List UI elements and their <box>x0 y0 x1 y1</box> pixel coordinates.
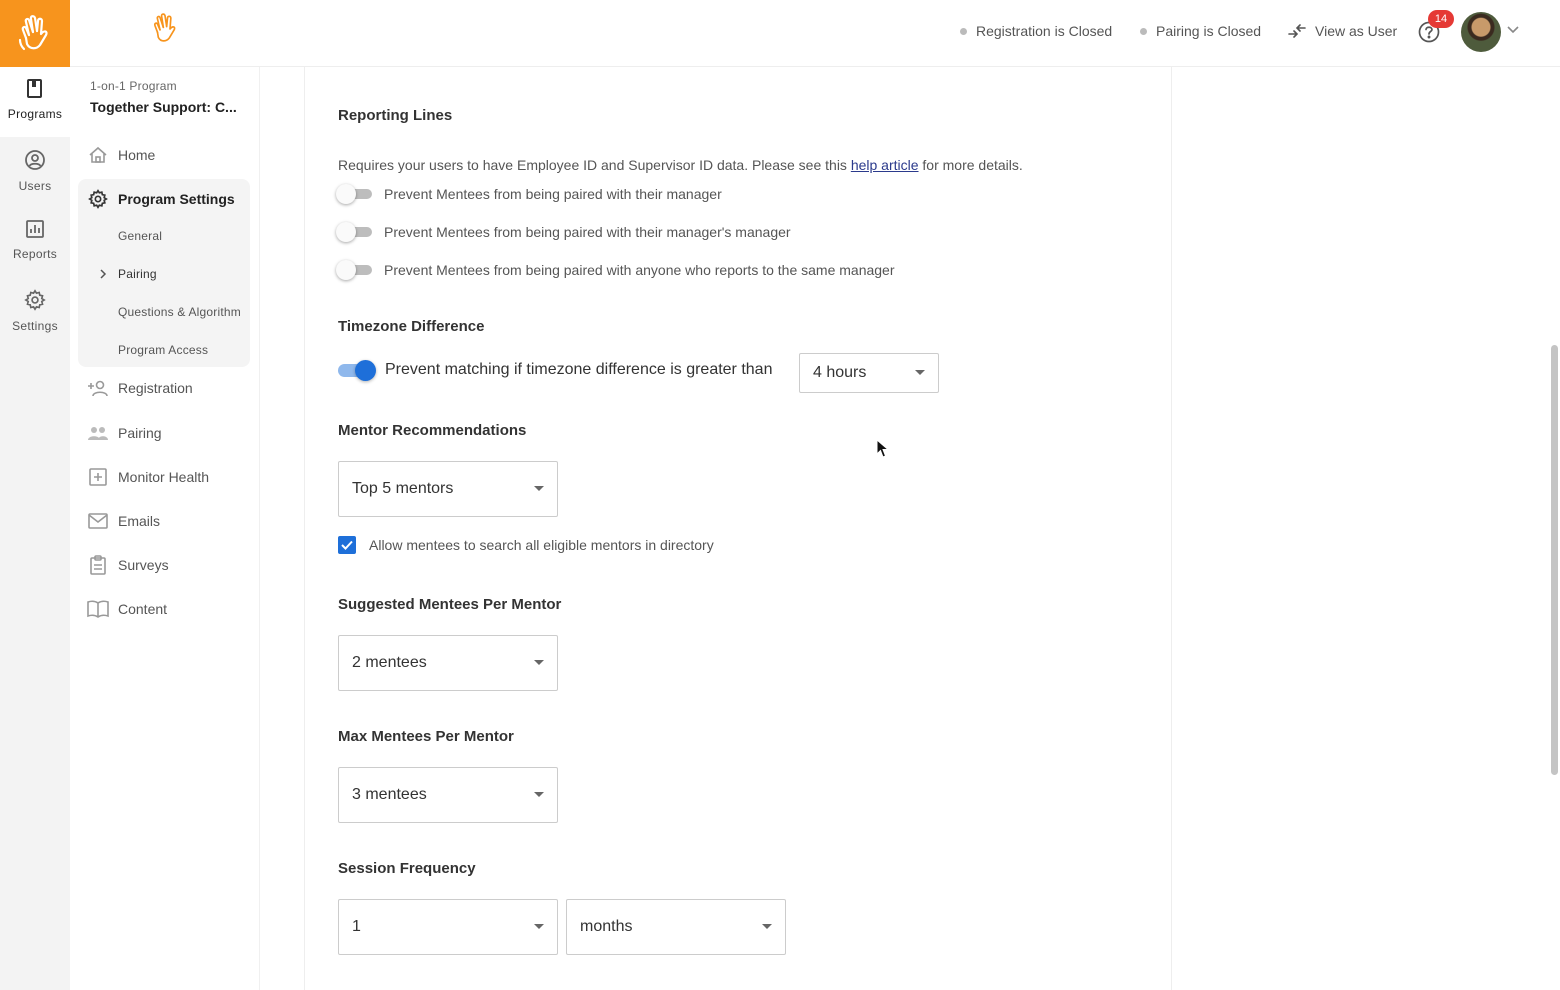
open-book-icon <box>87 598 109 620</box>
waving-hand-icon <box>150 12 180 46</box>
timezone-toggle-row <box>338 360 772 380</box>
toggle-switch[interactable] <box>338 225 372 239</box>
mouse-cursor-icon <box>876 439 890 459</box>
medical-plus-icon <box>87 466 109 488</box>
gear-icon <box>87 188 109 210</box>
status-dot <box>1140 28 1147 35</box>
caret-down-icon <box>762 924 772 929</box>
view-as-user-label: View as User <box>1315 23 1398 39</box>
chevron-right-icon[interactable] <box>100 269 107 279</box>
section-title-reporting-lines: Reporting Lines <box>338 107 453 124</box>
toggle-switch[interactable] <box>338 187 372 201</box>
rail-item-users[interactable] <box>0 137 70 207</box>
sidebar-item-label: Home <box>118 147 156 163</box>
sidebar-item-home[interactable] <box>78 135 250 175</box>
sidebar-item-surveys[interactable] <box>78 545 250 585</box>
caret-down-icon <box>534 486 544 491</box>
session-frequency-count-select[interactable] <box>338 899 558 955</box>
toggle-row-managers-manager <box>338 224 791 240</box>
content-gutter <box>260 67 305 990</box>
top-header <box>70 0 1560 67</box>
pairing-status-text: Pairing is Closed <box>1156 23 1262 39</box>
sidebar-subitem-general[interactable]: General <box>118 229 163 243</box>
sidebar-item-label: Program Settings <box>118 191 235 207</box>
registration-status <box>960 23 1112 39</box>
caret-down-icon <box>534 924 544 929</box>
toggle-row-manager <box>338 186 722 202</box>
search-directory-checkbox[interactable] <box>338 536 356 554</box>
rail-item-label: Programs <box>7 107 63 121</box>
clipboard-icon <box>87 554 109 576</box>
session-frequency-unit-select[interactable] <box>566 899 786 955</box>
mentor-recommendations-select[interactable] <box>338 461 558 517</box>
pairing-settings-panel <box>306 67 1172 990</box>
caret-down-icon <box>534 660 544 665</box>
sidebar-item-registration[interactable] <box>78 368 250 408</box>
select-value: Top 5 mentors <box>352 480 454 497</box>
section-title-session-frequency: Session Frequency <box>338 860 476 877</box>
timezone-hours-select[interactable] <box>799 353 939 393</box>
add-user-icon <box>87 377 109 399</box>
user-circle-icon <box>24 149 46 171</box>
rail-item-label: Reports <box>12 247 58 261</box>
rail-item-settings[interactable] <box>0 277 70 347</box>
book-icon <box>26 79 44 99</box>
description-text: Requires your users to have Employee ID and Supervisor ID data. Please see this <box>338 157 851 173</box>
toggle-label: Prevent Mentees from being paired with their manager's manager <box>384 224 791 240</box>
view-as-user-button[interactable] <box>1288 23 1397 39</box>
sidebar-item-content[interactable] <box>78 589 250 629</box>
select-value: 2 mentees <box>352 654 427 671</box>
search-directory-checkbox-row <box>338 536 714 554</box>
caret-down-icon <box>915 370 925 375</box>
sidebar-item-label: Monitor Health <box>118 469 210 485</box>
sidebar-subitem-pairing[interactable]: Pairing <box>118 267 157 281</box>
section-title-max-mentees: Max Mentees Per Mentor <box>338 728 514 745</box>
description-text: for more details. <box>918 157 1023 173</box>
caret-down-icon <box>534 792 544 797</box>
registration-status-text: Registration is Closed <box>976 23 1113 39</box>
scrollbar-thumb[interactable] <box>1551 345 1558 775</box>
sidebar-item-label: Pairing <box>118 425 162 441</box>
rail-item-label: Settings <box>12 319 58 333</box>
toggle-switch[interactable] <box>338 263 372 277</box>
help-article-link[interactable]: help article <box>850 157 919 173</box>
section-title-suggested-mentees: Suggested Mentees Per Mentor <box>338 596 562 613</box>
check-icon <box>341 540 353 550</box>
toggle-label: Prevent Mentees from being paired with their manager <box>384 186 722 202</box>
bar-chart-icon <box>25 219 45 239</box>
sidebar-item-pairing[interactable] <box>78 413 250 453</box>
brand-logo[interactable] <box>0 0 70 67</box>
max-mentees-select[interactable] <box>338 767 558 823</box>
checkbox-label: Allow mentees to search all eligible mentors in directory <box>369 537 714 553</box>
notification-badge: 14 <box>1428 10 1454 28</box>
toggle-label: Prevent Mentees from being paired with anyone who reports to the same manager <box>384 262 895 278</box>
mail-icon <box>87 510 109 532</box>
toggle-label: Prevent matching if timezone difference is greater than <box>385 361 773 378</box>
section-title-timezone: Timezone Difference <box>338 318 485 335</box>
program-type: 1-on-1 Program <box>90 79 177 93</box>
sidebar-item-program-settings[interactable] <box>78 179 250 219</box>
sidebar-subitem-program-access[interactable]: Program Access <box>118 343 209 357</box>
reporting-lines-description <box>338 157 1023 173</box>
left-rail <box>0 0 70 990</box>
sidebar-item-label: Registration <box>118 380 193 396</box>
toggle-switch[interactable] <box>338 360 376 380</box>
suggested-mentees-select[interactable] <box>338 635 558 691</box>
toggle-row-same-manager <box>338 262 895 278</box>
avatar[interactable] <box>1461 12 1501 52</box>
sidebar-item-label: Surveys <box>118 557 169 573</box>
sidebar-subitem-questions[interactable]: Questions & Algorithm <box>118 305 241 319</box>
rail-item-label: Users <box>18 179 52 193</box>
sidebar-item-monitor-health[interactable] <box>78 457 250 497</box>
select-value: months <box>580 918 633 935</box>
rail-item-reports[interactable] <box>0 207 70 277</box>
program-settings-group <box>78 179 250 367</box>
header-logo[interactable] <box>150 12 180 51</box>
sidebar-item-emails[interactable] <box>78 501 250 541</box>
pairing-status <box>1140 23 1261 39</box>
select-value: 1 <box>352 918 361 935</box>
sidebar-item-label: Content <box>118 601 168 617</box>
section-title-mentor-recommendations: Mentor Recommendations <box>338 422 527 439</box>
swap-arrows-icon <box>1288 24 1306 38</box>
program-sidebar <box>70 67 260 990</box>
select-value: 3 mentees <box>352 786 427 803</box>
chevron-down-icon[interactable] <box>1507 26 1519 34</box>
waving-hand-icon <box>17 14 53 54</box>
select-value: 4 hours <box>813 364 867 381</box>
right-pane <box>1173 67 1550 990</box>
users-icon <box>87 422 109 444</box>
gear-icon <box>24 289 46 311</box>
program-name[interactable]: Together Support: C... <box>90 99 237 115</box>
sidebar-item-label: Emails <box>118 513 161 529</box>
home-icon <box>87 144 109 166</box>
status-dot <box>960 28 967 35</box>
rail-item-programs[interactable] <box>0 67 70 137</box>
